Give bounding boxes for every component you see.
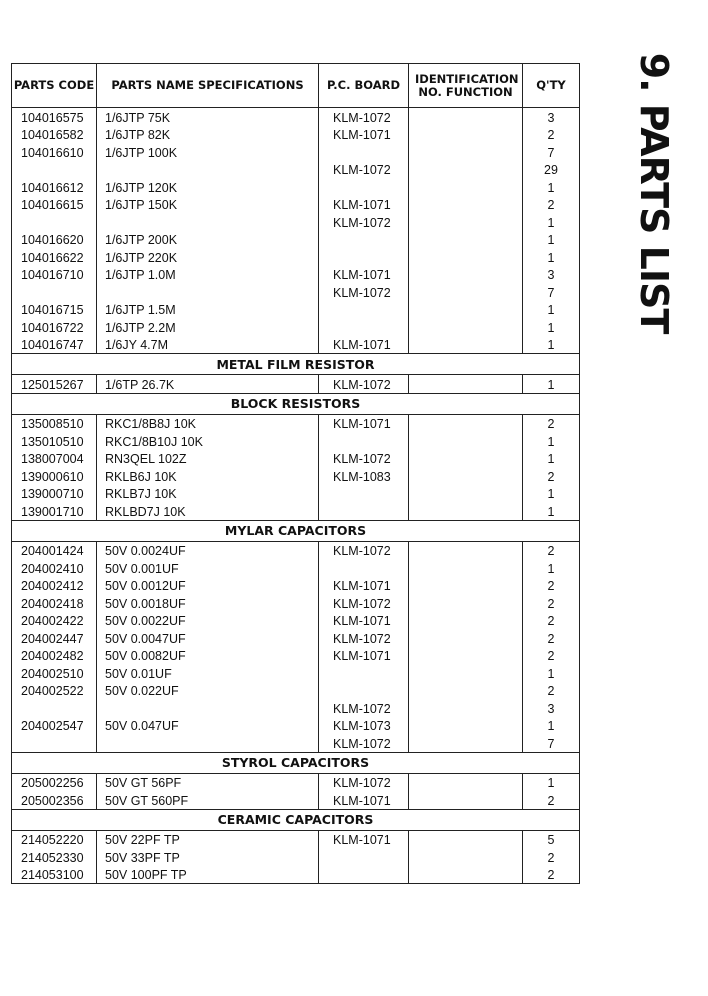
identification-cell [409, 213, 523, 231]
table-row [12, 161, 580, 179]
pc-board-cell: KLM-1072 [319, 734, 409, 752]
identification-cell [409, 559, 523, 577]
quantity-cell: 1 [523, 231, 580, 249]
page-title-text: 9. PARTS LIST [632, 52, 676, 334]
identification-cell [409, 318, 523, 336]
parts-code-cell: 205002256 [12, 773, 97, 791]
pc-board-cell [319, 178, 409, 196]
pc-board-cell [319, 143, 409, 161]
table-row [12, 432, 580, 450]
pc-board-cell: KLM-1072 [319, 375, 409, 394]
table-row [12, 213, 580, 231]
pc-board-cell [319, 502, 409, 520]
identification-cell [409, 432, 523, 450]
parts-name-cell: 50V 0.0018UF [97, 594, 319, 612]
table-row [12, 143, 580, 161]
parts-name-cell: 50V 0.01UF [97, 664, 319, 682]
parts-code-cell: 204002522 [12, 682, 97, 700]
table-row [12, 126, 580, 144]
parts-name-cell: 50V 0.0024UF [97, 541, 319, 559]
identification-cell [409, 375, 523, 394]
pc-board-cell: KLM-1072 [319, 629, 409, 647]
identification-cell [409, 866, 523, 884]
table-row [12, 664, 580, 682]
parts-code-cell: 204002422 [12, 612, 97, 630]
header-parts-name: PARTS NAME SPECIFICATIONS [97, 64, 319, 108]
identification-cell [409, 699, 523, 717]
section-header-row [12, 354, 580, 375]
parts-name-cell: 50V 33PF TP [97, 848, 319, 866]
pc-board-cell: KLM-1071 [319, 266, 409, 284]
pc-board-cell: KLM-1072 [319, 594, 409, 612]
page-title [628, 52, 680, 334]
parts-name-cell: RN3QEL 102Z [97, 450, 319, 468]
parts-code-cell [12, 699, 97, 717]
parts-name-cell [97, 213, 319, 231]
pc-board-cell: KLM-1071 [319, 830, 409, 848]
section-title: CERAMIC CAPACITORS [12, 809, 580, 830]
parts-code-cell: 104016710 [12, 266, 97, 284]
quantity-cell: 2 [523, 848, 580, 866]
parts-code-cell: 139000710 [12, 485, 97, 503]
table-row [12, 773, 580, 791]
pc-board-cell [319, 318, 409, 336]
parts-name-cell [97, 161, 319, 179]
header-identification: IDENTIFICATION NO. FUNCTION [409, 64, 523, 108]
pc-board-cell [319, 682, 409, 700]
table-row [12, 231, 580, 249]
table-row [12, 848, 580, 866]
parts-name-cell: 1/6JTP 82K [97, 126, 319, 144]
pc-board-cell: KLM-1072 [319, 108, 409, 126]
parts-code-cell: 204002410 [12, 559, 97, 577]
identification-cell [409, 682, 523, 700]
parts-name-cell: RKLBD7J 10K [97, 502, 319, 520]
quantity-cell: 29 [523, 161, 580, 179]
parts-name-cell: 50V 0.0082UF [97, 647, 319, 665]
parts-name-cell: 50V GT 560PF [97, 791, 319, 809]
section-header-row [12, 809, 580, 830]
quantity-cell: 2 [523, 682, 580, 700]
table-row [12, 647, 580, 665]
pc-board-cell: KLM-1071 [319, 196, 409, 214]
parts-name-cell: 50V 100PF TP [97, 866, 319, 884]
pc-board-cell [319, 231, 409, 249]
pc-board-cell [319, 301, 409, 319]
pc-board-cell: KLM-1072 [319, 773, 409, 791]
quantity-cell: 1 [523, 664, 580, 682]
pc-board-cell: KLM-1071 [319, 647, 409, 665]
parts-code-cell [12, 283, 97, 301]
parts-name-cell: 50V 0.0022UF [97, 612, 319, 630]
parts-name-cell: 1/6JTP 75K [97, 108, 319, 126]
parts-name-cell [97, 734, 319, 752]
parts-code-cell [12, 161, 97, 179]
quantity-cell: 2 [523, 196, 580, 214]
quantity-cell: 2 [523, 791, 580, 809]
identification-cell [409, 830, 523, 848]
quantity-cell: 1 [523, 318, 580, 336]
parts-code-cell: 104016620 [12, 231, 97, 249]
table-row [12, 717, 580, 735]
identification-cell [409, 541, 523, 559]
identification-cell [409, 450, 523, 468]
quantity-cell: 3 [523, 266, 580, 284]
parts-code-cell: 104016747 [12, 336, 97, 354]
parts-name-cell [97, 699, 319, 717]
table-row [12, 467, 580, 485]
pc-board-cell: KLM-1073 [319, 717, 409, 735]
identification-cell [409, 848, 523, 866]
pc-board-cell: KLM-1071 [319, 336, 409, 354]
parts-name-cell: 50V 0.047UF [97, 717, 319, 735]
pc-board-cell [319, 559, 409, 577]
quantity-cell: 1 [523, 432, 580, 450]
quantity-cell: 2 [523, 414, 580, 432]
quantity-cell: 2 [523, 126, 580, 144]
parts-name-cell: RKC1/8B8J 10K [97, 414, 319, 432]
table-row [12, 559, 580, 577]
parts-code-cell: 139001710 [12, 502, 97, 520]
parts-code-cell: 205002356 [12, 791, 97, 809]
parts-code-cell: 138007004 [12, 450, 97, 468]
pc-board-cell [319, 485, 409, 503]
identification-cell [409, 664, 523, 682]
pc-board-cell [319, 248, 409, 266]
table-row [12, 196, 580, 214]
section-title: MYLAR CAPACITORS [12, 520, 580, 541]
identification-cell [409, 502, 523, 520]
pc-board-cell [319, 664, 409, 682]
quantity-cell: 1 [523, 301, 580, 319]
parts-code-cell: 135010510 [12, 432, 97, 450]
identification-cell [409, 108, 523, 126]
section-title: BLOCK RESISTORS [12, 393, 580, 414]
table-row [12, 791, 580, 809]
parts-code-cell: 104016715 [12, 301, 97, 319]
header-parts-code: PARTS CODE [12, 64, 97, 108]
parts-name-cell: 50V GT 56PF [97, 773, 319, 791]
parts-code-cell: 125015267 [12, 375, 97, 394]
table-row [12, 629, 580, 647]
parts-code-cell: 104016582 [12, 126, 97, 144]
identification-cell [409, 594, 523, 612]
quantity-cell: 2 [523, 612, 580, 630]
table-row [12, 375, 580, 394]
pc-board-cell: KLM-1072 [319, 283, 409, 301]
quantity-cell: 2 [523, 541, 580, 559]
pc-board-cell: KLM-1071 [319, 791, 409, 809]
identification-cell [409, 126, 523, 144]
parts-code-cell [12, 213, 97, 231]
quantity-cell: 1 [523, 450, 580, 468]
parts-code-cell: 214052330 [12, 848, 97, 866]
table-row [12, 414, 580, 432]
quantity-cell: 1 [523, 336, 580, 354]
table-row [12, 612, 580, 630]
parts-code-cell: 204002418 [12, 594, 97, 612]
parts-name-cell: 1/6JTP 1.0M [97, 266, 319, 284]
pc-board-cell: KLM-1072 [319, 541, 409, 559]
identification-cell [409, 143, 523, 161]
pc-board-cell [319, 848, 409, 866]
header-pc-board: P.C. BOARD [319, 64, 409, 108]
quantity-cell: 2 [523, 866, 580, 884]
identification-cell [409, 248, 523, 266]
parts-name-cell: 1/6JTP 150K [97, 196, 319, 214]
table-row [12, 301, 580, 319]
identification-cell [409, 161, 523, 179]
table-header-row [12, 64, 580, 108]
identification-cell [409, 577, 523, 595]
identification-cell [409, 196, 523, 214]
table-row [12, 830, 580, 848]
table-row [12, 682, 580, 700]
parts-code-cell: 204002482 [12, 647, 97, 665]
identification-cell [409, 629, 523, 647]
table-row [12, 266, 580, 284]
identification-cell [409, 414, 523, 432]
identification-cell [409, 178, 523, 196]
parts-name-cell: 1/6TP 26.7K [97, 375, 319, 394]
pc-board-cell: KLM-1071 [319, 414, 409, 432]
table-row [12, 450, 580, 468]
parts-name-cell: 50V 22PF TP [97, 830, 319, 848]
pc-board-cell [319, 866, 409, 884]
parts-name-cell: 1/6JTP 2.2M [97, 318, 319, 336]
identification-cell [409, 283, 523, 301]
table-row [12, 248, 580, 266]
parts-code-cell: 104016722 [12, 318, 97, 336]
parts-name-cell: RKLB7J 10K [97, 485, 319, 503]
table-row [12, 108, 580, 126]
section-title: STYROL CAPACITORS [12, 752, 580, 773]
parts-code-cell [12, 734, 97, 752]
parts-name-cell: 1/6JTP 1.5M [97, 301, 319, 319]
quantity-cell: 1 [523, 559, 580, 577]
table-row [12, 318, 580, 336]
parts-code-cell: 204002447 [12, 629, 97, 647]
table-row [12, 283, 580, 301]
quantity-cell: 7 [523, 283, 580, 301]
parts-code-cell: 204002412 [12, 577, 97, 595]
parts-name-cell: 50V 0.0012UF [97, 577, 319, 595]
parts-name-cell: 1/6JTP 100K [97, 143, 319, 161]
identification-cell [409, 336, 523, 354]
quantity-cell: 1 [523, 502, 580, 520]
parts-name-cell: RKLB6J 10K [97, 467, 319, 485]
quantity-cell: 1 [523, 375, 580, 394]
pc-board-cell [319, 432, 409, 450]
identification-cell [409, 612, 523, 630]
parts-name-cell: 1/6JTP 200K [97, 231, 319, 249]
table-row [12, 594, 580, 612]
table-row [12, 485, 580, 503]
identification-cell [409, 647, 523, 665]
quantity-cell: 2 [523, 647, 580, 665]
table-row [12, 866, 580, 884]
parts-name-cell [97, 283, 319, 301]
parts-code-cell: 104016615 [12, 196, 97, 214]
quantity-cell: 2 [523, 467, 580, 485]
quantity-cell: 1 [523, 485, 580, 503]
parts-code-cell: 139000610 [12, 467, 97, 485]
table-row [12, 699, 580, 717]
pc-board-cell: KLM-1072 [319, 450, 409, 468]
table-row [12, 336, 580, 354]
section-title: METAL FILM RESISTOR [12, 354, 580, 375]
parts-name-cell: 1/6JY 4.7M [97, 336, 319, 354]
pc-board-cell: KLM-1083 [319, 467, 409, 485]
quantity-cell: 2 [523, 629, 580, 647]
identification-cell [409, 773, 523, 791]
table-row [12, 734, 580, 752]
parts-code-cell: 104016612 [12, 178, 97, 196]
identification-cell [409, 301, 523, 319]
pc-board-cell: KLM-1072 [319, 699, 409, 717]
parts-code-cell: 104016610 [12, 143, 97, 161]
table-row [12, 178, 580, 196]
quantity-cell: 7 [523, 734, 580, 752]
quantity-cell: 1 [523, 213, 580, 231]
parts-code-cell: 204002547 [12, 717, 97, 735]
pc-board-cell: KLM-1072 [319, 213, 409, 231]
quantity-cell: 5 [523, 830, 580, 848]
pc-board-cell: KLM-1072 [319, 161, 409, 179]
identification-cell [409, 266, 523, 284]
quantity-cell: 1 [523, 773, 580, 791]
pc-board-cell: KLM-1071 [319, 126, 409, 144]
pc-board-cell: KLM-1071 [319, 577, 409, 595]
table-body [12, 108, 580, 884]
identification-cell [409, 231, 523, 249]
header-quantity: Q'TY [523, 64, 580, 108]
table-row [12, 577, 580, 595]
quantity-cell: 1 [523, 717, 580, 735]
identification-cell [409, 467, 523, 485]
parts-code-cell: 204001424 [12, 541, 97, 559]
quantity-cell: 3 [523, 108, 580, 126]
identification-cell [409, 734, 523, 752]
identification-cell [409, 485, 523, 503]
parts-name-cell: RKC1/8B10J 10K [97, 432, 319, 450]
parts-code-cell: 204002510 [12, 664, 97, 682]
quantity-cell: 2 [523, 577, 580, 595]
quantity-cell: 1 [523, 248, 580, 266]
quantity-cell: 3 [523, 699, 580, 717]
parts-code-cell: 214052220 [12, 830, 97, 848]
parts-code-cell: 135008510 [12, 414, 97, 432]
quantity-cell: 1 [523, 178, 580, 196]
parts-name-cell: 1/6JTP 120K [97, 178, 319, 196]
identification-cell [409, 791, 523, 809]
pc-board-cell: KLM-1071 [319, 612, 409, 630]
table-row [12, 502, 580, 520]
parts-code-cell: 104016575 [12, 108, 97, 126]
table-row [12, 541, 580, 559]
parts-name-cell: 50V 0.001UF [97, 559, 319, 577]
identification-cell [409, 717, 523, 735]
section-header-row [12, 393, 580, 414]
section-header-row [12, 752, 580, 773]
section-header-row [12, 520, 580, 541]
parts-code-cell: 214053100 [12, 866, 97, 884]
parts-list-table [11, 63, 580, 884]
parts-name-cell: 1/6JTP 220K [97, 248, 319, 266]
quantity-cell: 2 [523, 594, 580, 612]
parts-name-cell: 50V 0.022UF [97, 682, 319, 700]
quantity-cell: 7 [523, 143, 580, 161]
parts-code-cell: 104016622 [12, 248, 97, 266]
parts-name-cell: 50V 0.0047UF [97, 629, 319, 647]
